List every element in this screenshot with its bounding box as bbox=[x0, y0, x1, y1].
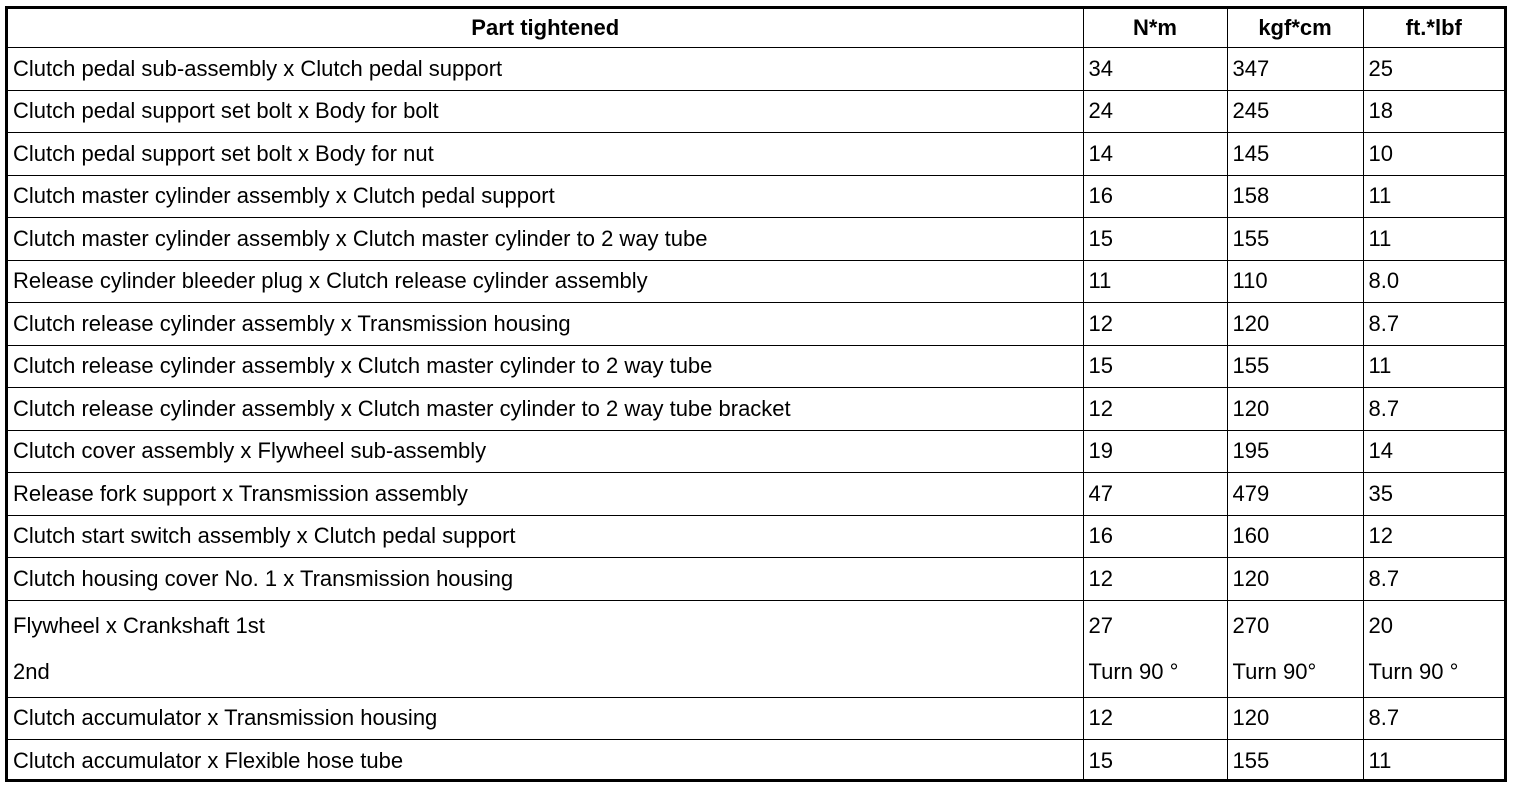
ft-cell: 8.7 bbox=[1363, 558, 1504, 601]
nm-cell: 12 bbox=[1083, 388, 1227, 431]
header-row bbox=[8, 9, 1504, 48]
table-row bbox=[8, 48, 1504, 91]
kgf-cell: 155 bbox=[1227, 345, 1363, 388]
ft-cell: 18 bbox=[1363, 90, 1504, 133]
kgf-cell: 120 bbox=[1227, 558, 1363, 601]
ft-cell: 11 bbox=[1363, 345, 1504, 388]
part-cell: Clutch master cylinder assembly x Clutch master cylinder to 2 way tube bbox=[8, 218, 1083, 261]
table-row bbox=[8, 558, 1504, 601]
ft-cell: 10 bbox=[1363, 133, 1504, 176]
ft-cell: 8.7 bbox=[1363, 697, 1504, 740]
header-nm: N*m bbox=[1083, 9, 1227, 48]
ft-cell bbox=[1363, 600, 1504, 697]
nm-cell: 16 bbox=[1083, 515, 1227, 558]
part-cell: Release fork support x Transmission assembly bbox=[8, 473, 1083, 516]
kgf-cell: 155 bbox=[1227, 218, 1363, 261]
ft-cell: 11 bbox=[1363, 740, 1504, 782]
flywheel-nm-2nd: Turn 90 ° bbox=[1088, 658, 1179, 684]
kgf-cell: 245 bbox=[1227, 90, 1363, 133]
kgf-cell: 145 bbox=[1227, 133, 1363, 176]
torque-spec-table-frame bbox=[5, 6, 1507, 782]
table-row bbox=[8, 90, 1504, 133]
torque-spec-table bbox=[8, 9, 1504, 782]
part-cell: Clutch housing cover No. 1 x Transmission housing bbox=[8, 558, 1083, 601]
ft-cell: 8.7 bbox=[1363, 388, 1504, 431]
ft-cell: 11 bbox=[1363, 175, 1504, 218]
flywheel-ft-2nd: Turn 90 ° bbox=[1368, 658, 1459, 684]
nm-cell bbox=[1083, 600, 1227, 697]
table-row bbox=[8, 515, 1504, 558]
kgf-cell: 155 bbox=[1227, 740, 1363, 782]
kgf-cell: 195 bbox=[1227, 430, 1363, 473]
ft-cell: 11 bbox=[1363, 218, 1504, 261]
table-row bbox=[8, 473, 1504, 516]
flywheel-part-1st: Flywheel x Crankshaft 1st bbox=[13, 612, 265, 638]
nm-cell: 34 bbox=[1083, 48, 1227, 91]
nm-cell: 12 bbox=[1083, 558, 1227, 601]
kgf-cell bbox=[1227, 600, 1363, 697]
nm-cell: 15 bbox=[1083, 218, 1227, 261]
ft-cell: 12 bbox=[1363, 515, 1504, 558]
flywheel-nm-1st: 27 bbox=[1088, 612, 1113, 638]
table-row bbox=[8, 303, 1504, 346]
header-kgf-cm: kgf*cm bbox=[1227, 9, 1363, 48]
kgf-cell: 120 bbox=[1227, 388, 1363, 431]
kgf-cell: 158 bbox=[1227, 175, 1363, 218]
kgf-cell: 120 bbox=[1227, 697, 1363, 740]
part-cell: Clutch accumulator x Transmission housing bbox=[8, 697, 1083, 740]
nm-cell: 19 bbox=[1083, 430, 1227, 473]
flywheel-part-2nd: 2nd bbox=[13, 658, 50, 684]
table-row bbox=[8, 430, 1504, 473]
nm-cell: 15 bbox=[1083, 345, 1227, 388]
nm-cell: 12 bbox=[1083, 303, 1227, 346]
flywheel-ft-1st: 20 bbox=[1368, 612, 1393, 638]
part-cell: Release cylinder bleeder plug x Clutch release cylinder assembly bbox=[8, 260, 1083, 303]
kgf-cell: 160 bbox=[1227, 515, 1363, 558]
nm-cell: 11 bbox=[1083, 260, 1227, 303]
table-row bbox=[8, 260, 1504, 303]
table-row bbox=[8, 740, 1504, 782]
flywheel-kgf-2nd: Turn 90° bbox=[1232, 658, 1317, 684]
part-cell: Clutch accumulator x Flexible hose tube bbox=[8, 740, 1083, 782]
part-cell: Clutch release cylinder assembly x Clutch master cylinder to 2 way tube bracket bbox=[8, 388, 1083, 431]
part-cell: Clutch cover assembly x Flywheel sub-assembly bbox=[8, 430, 1083, 473]
flywheel-kgf-1st: 270 bbox=[1232, 612, 1270, 638]
part-cell: Clutch pedal sub-assembly x Clutch pedal support bbox=[8, 48, 1083, 91]
ft-cell: 8.7 bbox=[1363, 303, 1504, 346]
part-cell: Clutch release cylinder assembly x Clutch master cylinder to 2 way tube bbox=[8, 345, 1083, 388]
kgf-cell: 479 bbox=[1227, 473, 1363, 516]
nm-cell: 14 bbox=[1083, 133, 1227, 176]
part-cell: Clutch start switch assembly x Clutch pedal support bbox=[8, 515, 1083, 558]
part-cell: Clutch release cylinder assembly x Transmission housing bbox=[8, 303, 1083, 346]
table-row-flywheel bbox=[8, 600, 1504, 697]
table-row bbox=[8, 388, 1504, 431]
part-cell: Clutch master cylinder assembly x Clutch pedal support bbox=[8, 175, 1083, 218]
kgf-cell: 347 bbox=[1227, 48, 1363, 91]
part-cell bbox=[8, 600, 1083, 697]
nm-cell: 12 bbox=[1083, 697, 1227, 740]
header-ft-lbf: ft.*lbf bbox=[1363, 9, 1504, 48]
table-row bbox=[8, 133, 1504, 176]
nm-cell: 24 bbox=[1083, 90, 1227, 133]
nm-cell: 15 bbox=[1083, 740, 1227, 782]
header-part-tightened: Part tightened bbox=[8, 9, 1083, 48]
kgf-cell: 110 bbox=[1227, 260, 1363, 303]
ft-cell: 25 bbox=[1363, 48, 1504, 91]
ft-cell: 8.0 bbox=[1363, 260, 1504, 303]
ft-cell: 14 bbox=[1363, 430, 1504, 473]
ft-cell: 35 bbox=[1363, 473, 1504, 516]
part-cell: Clutch pedal support set bolt x Body for bolt bbox=[8, 90, 1083, 133]
part-cell: Clutch pedal support set bolt x Body for nut bbox=[8, 133, 1083, 176]
kgf-cell: 120 bbox=[1227, 303, 1363, 346]
nm-cell: 47 bbox=[1083, 473, 1227, 516]
table-row bbox=[8, 218, 1504, 261]
nm-cell: 16 bbox=[1083, 175, 1227, 218]
table-row bbox=[8, 175, 1504, 218]
table-row bbox=[8, 345, 1504, 388]
table-row bbox=[8, 697, 1504, 740]
